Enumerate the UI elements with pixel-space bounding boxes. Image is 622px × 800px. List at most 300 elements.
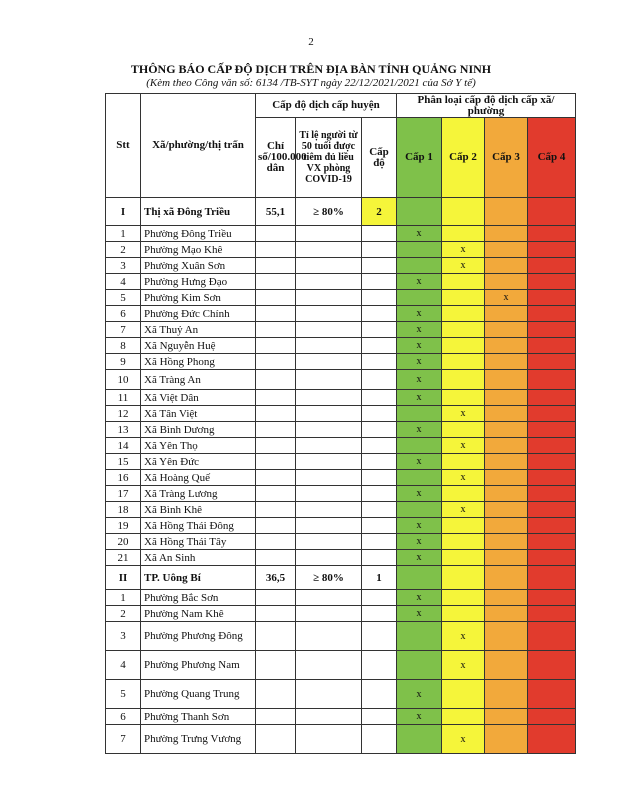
- table-row: [106, 606, 576, 622]
- group-name: TP. Uông Bí: [141, 566, 256, 590]
- table-row: [106, 709, 576, 725]
- level-2-cell: [442, 198, 485, 226]
- group-name: Thị xã Đông Triều: [141, 198, 256, 226]
- level-mark: x: [397, 709, 442, 725]
- row-name: Xã An Sinh: [141, 550, 256, 566]
- empty-cell: [362, 422, 397, 438]
- level-mark: x: [397, 338, 442, 354]
- empty-cell: [362, 258, 397, 274]
- empty-cell: [296, 306, 362, 322]
- empty-cell: [296, 338, 362, 354]
- level-2-cell: [442, 370, 485, 390]
- level-2-cell: [442, 306, 485, 322]
- level-mark: x: [397, 550, 442, 566]
- level-1-cell: [397, 198, 442, 226]
- empty-cell: [362, 406, 397, 422]
- empty-cell: [296, 622, 362, 651]
- level-3-cell: [485, 438, 528, 454]
- empty-cell: [362, 370, 397, 390]
- table-row: [106, 486, 576, 502]
- level-3-cell: [485, 725, 528, 754]
- row-stt: 5: [106, 680, 141, 709]
- empty-cell: [296, 406, 362, 422]
- row-name: Phường Phương Nam: [141, 651, 256, 680]
- level-3-cell: [485, 622, 528, 651]
- level-3-cell: [485, 422, 528, 438]
- row-stt: 12: [106, 406, 141, 422]
- row-name: Phường Hưng Đạo: [141, 274, 256, 290]
- empty-cell: [256, 534, 296, 550]
- empty-cell: [362, 651, 397, 680]
- empty-cell: [362, 680, 397, 709]
- level-1-cell: [397, 438, 442, 454]
- level-4-cell: [528, 338, 576, 354]
- empty-cell: [362, 338, 397, 354]
- empty-cell: [256, 470, 296, 486]
- level-4-cell: [528, 390, 576, 406]
- row-stt: 6: [106, 306, 141, 322]
- empty-cell: [256, 651, 296, 680]
- level-4-cell: [528, 322, 576, 338]
- row-stt: 1: [106, 590, 141, 606]
- level-4-cell: [528, 502, 576, 518]
- level-mark: x: [397, 486, 442, 502]
- empty-cell: [362, 354, 397, 370]
- empty-cell: [362, 550, 397, 566]
- level-mark: x: [442, 242, 485, 258]
- empty-cell: [296, 438, 362, 454]
- level-3-cell: [485, 534, 528, 550]
- row-stt: 5: [106, 290, 141, 306]
- row-stt: 15: [106, 454, 141, 470]
- empty-cell: [296, 258, 362, 274]
- row-name: Xã Hồng Phong: [141, 354, 256, 370]
- level-mark: x: [397, 680, 442, 709]
- level-4-cell: [528, 438, 576, 454]
- row-stt: 11: [106, 390, 141, 406]
- level-3-cell: [485, 606, 528, 622]
- group-row: [106, 198, 576, 226]
- level-mark: x: [442, 438, 485, 454]
- level-mark: x: [397, 534, 442, 550]
- row-name: Xã Tràng An: [141, 370, 256, 390]
- row-stt: 20: [106, 534, 141, 550]
- level-2-cell: [442, 518, 485, 534]
- level-2-cell: [442, 534, 485, 550]
- row-name: Xã Nguyễn Huệ: [141, 338, 256, 354]
- level-4-cell: [528, 651, 576, 680]
- table-body: [106, 198, 576, 754]
- level-3-cell: [485, 198, 528, 226]
- table-row: [106, 550, 576, 566]
- row-name: Phường Trưng Vương: [141, 725, 256, 754]
- empty-cell: [296, 354, 362, 370]
- row-stt: 1: [106, 226, 141, 242]
- empty-cell: [296, 274, 362, 290]
- table-row: [106, 274, 576, 290]
- table-row: [106, 390, 576, 406]
- table-row: [106, 680, 576, 709]
- empty-cell: [296, 486, 362, 502]
- level-3-cell: [485, 680, 528, 709]
- level-4-cell: [528, 470, 576, 486]
- level-2-cell: [442, 486, 485, 502]
- table-row: [106, 534, 576, 550]
- level-mark: x: [442, 470, 485, 486]
- level-4-cell: [528, 274, 576, 290]
- row-stt: 2: [106, 606, 141, 622]
- row-stt: 19: [106, 518, 141, 534]
- empty-cell: [362, 454, 397, 470]
- level-4-cell: [528, 486, 576, 502]
- empty-cell: [256, 322, 296, 338]
- level-mark: x: [397, 518, 442, 534]
- table-row: [106, 322, 576, 338]
- group-stt: II: [106, 566, 141, 590]
- level-mark: x: [442, 622, 485, 651]
- level-mark: x: [442, 651, 485, 680]
- header-name: Xã/phường/thị trấn: [141, 94, 256, 198]
- row-stt: 10: [106, 370, 141, 390]
- level-2-cell: [442, 566, 485, 590]
- empty-cell: [362, 470, 397, 486]
- header-stt: Stt: [106, 94, 141, 198]
- empty-cell: [256, 680, 296, 709]
- level-mark: x: [397, 390, 442, 406]
- empty-cell: [256, 406, 296, 422]
- group-ratio: ≥ 80%: [296, 198, 362, 226]
- level-3-cell: [485, 470, 528, 486]
- empty-cell: [362, 518, 397, 534]
- group-index: 36,5: [256, 566, 296, 590]
- table-row: [106, 725, 576, 754]
- level-mark: x: [397, 322, 442, 338]
- group-index: 55,1: [256, 198, 296, 226]
- level-3-cell: [485, 590, 528, 606]
- empty-cell: [296, 422, 362, 438]
- empty-cell: [256, 390, 296, 406]
- level-4-cell: [528, 550, 576, 566]
- table-row: [106, 242, 576, 258]
- empty-cell: [256, 438, 296, 454]
- level-mark: x: [397, 422, 442, 438]
- row-stt: 9: [106, 354, 141, 370]
- header-level-1: Cấp 1: [397, 118, 442, 198]
- table-row: [106, 454, 576, 470]
- row-name: Phường Phương Đông: [141, 622, 256, 651]
- empty-cell: [362, 242, 397, 258]
- level-2-cell: [442, 422, 485, 438]
- header-level: Cấp độ: [362, 118, 397, 198]
- level-4-cell: [528, 606, 576, 622]
- level-3-cell: [485, 518, 528, 534]
- level-3-cell: [485, 306, 528, 322]
- row-stt: 16: [106, 470, 141, 486]
- level-4-cell: [528, 590, 576, 606]
- level-mark: x: [397, 590, 442, 606]
- table-row: [106, 354, 576, 370]
- empty-cell: [256, 590, 296, 606]
- table-row: [106, 226, 576, 242]
- empty-cell: [296, 454, 362, 470]
- level-2-cell: [442, 322, 485, 338]
- empty-cell: [296, 680, 362, 709]
- row-stt: 6: [106, 709, 141, 725]
- header-level-3: Cấp 3: [485, 118, 528, 198]
- row-name: Phường Đức Chính: [141, 306, 256, 322]
- level-3-cell: [485, 242, 528, 258]
- row-stt: 4: [106, 274, 141, 290]
- level-2-cell: [442, 590, 485, 606]
- empty-cell: [362, 322, 397, 338]
- page-number: 2: [308, 36, 314, 48]
- row-stt: 7: [106, 322, 141, 338]
- row-name: Xã Tân Việt: [141, 406, 256, 422]
- group-row: [106, 566, 576, 590]
- empty-cell: [296, 370, 362, 390]
- row-stt: 3: [106, 258, 141, 274]
- level-3-cell: [485, 566, 528, 590]
- row-name: Xã Bình Khê: [141, 502, 256, 518]
- level-1-cell: [397, 502, 442, 518]
- header-level-2: Cấp 2: [442, 118, 485, 198]
- level-3-cell: [485, 258, 528, 274]
- empty-cell: [256, 622, 296, 651]
- empty-cell: [362, 502, 397, 518]
- level-mark: x: [397, 370, 442, 390]
- row-name: Phường Xuân Sơn: [141, 258, 256, 274]
- level-4-cell: [528, 422, 576, 438]
- level-1-cell: [397, 406, 442, 422]
- empty-cell: [296, 606, 362, 622]
- level-4-cell: [528, 370, 576, 390]
- level-3-cell: [485, 502, 528, 518]
- empty-cell: [256, 422, 296, 438]
- level-4-cell: [528, 258, 576, 274]
- document-title: THÔNG BÁO CẤP ĐỘ DỊCH TRÊN ĐỊA BÀN TỈNH QUẢNG NINH: [130, 62, 492, 76]
- level-2-cell: [442, 390, 485, 406]
- header-ratio: Tỉ lệ người từ 50 tuổi được tiêm đủ liều VX phòng COVID-19: [296, 118, 362, 198]
- level-1-cell: [397, 242, 442, 258]
- empty-cell: [296, 390, 362, 406]
- table-row: [106, 502, 576, 518]
- empty-cell: [296, 590, 362, 606]
- row-name: Phường Bắc Sơn: [141, 590, 256, 606]
- empty-cell: [256, 242, 296, 258]
- level-2-cell: [442, 354, 485, 370]
- level-4-cell: [528, 242, 576, 258]
- level-2-cell: [442, 274, 485, 290]
- level-mark: x: [397, 454, 442, 470]
- level-mark: x: [442, 725, 485, 754]
- row-stt: 14: [106, 438, 141, 454]
- empty-cell: [256, 370, 296, 390]
- empty-cell: [296, 242, 362, 258]
- empty-cell: [362, 438, 397, 454]
- empty-cell: [296, 534, 362, 550]
- level-1-cell: [397, 622, 442, 651]
- level-3-cell: [485, 370, 528, 390]
- empty-cell: [256, 306, 296, 322]
- row-stt: 18: [106, 502, 141, 518]
- empty-cell: [256, 290, 296, 306]
- row-name: Phường Nam Khê: [141, 606, 256, 622]
- empty-cell: [296, 322, 362, 338]
- level-mark: x: [397, 226, 442, 242]
- level-mark: x: [485, 290, 528, 306]
- empty-cell: [256, 550, 296, 566]
- empty-cell: [256, 606, 296, 622]
- level-4-cell: [528, 306, 576, 322]
- empty-cell: [362, 606, 397, 622]
- table-row: [106, 622, 576, 651]
- empty-cell: [296, 226, 362, 242]
- level-4-cell: [528, 622, 576, 651]
- row-name: Phường Quang Trung: [141, 680, 256, 709]
- table-row: [106, 338, 576, 354]
- row-stt: 21: [106, 550, 141, 566]
- row-stt: 8: [106, 338, 141, 354]
- group-level: 2: [362, 198, 397, 226]
- row-stt: 3: [106, 622, 141, 651]
- level-3-cell: [485, 550, 528, 566]
- table-row: [106, 518, 576, 534]
- row-stt: 4: [106, 651, 141, 680]
- table-row: [106, 306, 576, 322]
- level-mark: x: [397, 306, 442, 322]
- empty-cell: [256, 454, 296, 470]
- header-ward-group: Phân loại cấp độ dịch cấp xã/ phường: [397, 94, 576, 118]
- table-row: [106, 406, 576, 422]
- row-stt: 13: [106, 422, 141, 438]
- empty-cell: [256, 274, 296, 290]
- row-name: Xã Bình Dương: [141, 422, 256, 438]
- empty-cell: [362, 709, 397, 725]
- empty-cell: [296, 725, 362, 754]
- level-1-cell: [397, 566, 442, 590]
- empty-cell: [296, 651, 362, 680]
- level-3-cell: [485, 709, 528, 725]
- level-4-cell: [528, 566, 576, 590]
- table-row: [106, 470, 576, 486]
- level-2-cell: [442, 226, 485, 242]
- level-4-cell: [528, 518, 576, 534]
- empty-cell: [362, 486, 397, 502]
- level-3-cell: [485, 226, 528, 242]
- header-level-4: Cấp 4: [528, 118, 576, 198]
- empty-cell: [362, 590, 397, 606]
- row-name: Xã Hồng Thái Đông: [141, 518, 256, 534]
- empty-cell: [296, 550, 362, 566]
- table-row: [106, 590, 576, 606]
- empty-cell: [256, 258, 296, 274]
- level-2-cell: [442, 454, 485, 470]
- group-level: 1: [362, 566, 397, 590]
- table-row: [106, 422, 576, 438]
- row-name: Phường Mạo Khê: [141, 242, 256, 258]
- level-4-cell: [528, 680, 576, 709]
- empty-cell: [362, 725, 397, 754]
- level-2-cell: [442, 550, 485, 566]
- empty-cell: [362, 290, 397, 306]
- level-3-cell: [485, 454, 528, 470]
- table-row: [106, 370, 576, 390]
- row-stt: 17: [106, 486, 141, 502]
- level-1-cell: [397, 258, 442, 274]
- level-4-cell: [528, 198, 576, 226]
- row-stt: 2: [106, 242, 141, 258]
- level-4-cell: [528, 290, 576, 306]
- level-3-cell: [485, 651, 528, 680]
- level-2-cell: [442, 680, 485, 709]
- level-4-cell: [528, 534, 576, 550]
- level-4-cell: [528, 709, 576, 725]
- table-row: [106, 258, 576, 274]
- level-2-cell: [442, 290, 485, 306]
- empty-cell: [296, 502, 362, 518]
- document-subtitle: (Kèm theo Công văn số: 6134 /TB-SYT ngày 22/12/2021/2021 của Sở Y tế): [146, 77, 476, 89]
- table-row: [106, 651, 576, 680]
- epidemic-level-table: [105, 93, 576, 754]
- header-district-group: Cấp độ dịch cấp huyện: [256, 94, 397, 118]
- level-3-cell: [485, 274, 528, 290]
- empty-cell: [362, 306, 397, 322]
- row-name: Xã Hoàng Quế: [141, 470, 256, 486]
- level-2-cell: [442, 709, 485, 725]
- empty-cell: [256, 338, 296, 354]
- header-index: Chỉ số/100.000 dân: [256, 118, 296, 198]
- empty-cell: [256, 354, 296, 370]
- empty-cell: [362, 534, 397, 550]
- level-2-cell: [442, 338, 485, 354]
- level-mark: x: [442, 258, 485, 274]
- level-1-cell: [397, 725, 442, 754]
- empty-cell: [256, 486, 296, 502]
- level-1-cell: [397, 290, 442, 306]
- row-name: Xã Việt Dân: [141, 390, 256, 406]
- level-mark: x: [397, 354, 442, 370]
- empty-cell: [362, 622, 397, 651]
- row-name: Xã Yên Đức: [141, 454, 256, 470]
- level-mark: x: [442, 406, 485, 422]
- empty-cell: [362, 226, 397, 242]
- row-name: Phường Kim Sơn: [141, 290, 256, 306]
- empty-cell: [256, 518, 296, 534]
- level-3-cell: [485, 486, 528, 502]
- level-3-cell: [485, 354, 528, 370]
- empty-cell: [256, 725, 296, 754]
- row-name: Xã Yên Thọ: [141, 438, 256, 454]
- row-name: Xã Hồng Thái Tây: [141, 534, 256, 550]
- row-name: Xã Tràng Lương: [141, 486, 256, 502]
- level-3-cell: [485, 390, 528, 406]
- level-1-cell: [397, 651, 442, 680]
- level-4-cell: [528, 454, 576, 470]
- empty-cell: [296, 290, 362, 306]
- level-2-cell: [442, 606, 485, 622]
- table-row: [106, 438, 576, 454]
- empty-cell: [362, 274, 397, 290]
- row-name: Phường Thanh Sơn: [141, 709, 256, 725]
- empty-cell: [296, 518, 362, 534]
- level-3-cell: [485, 338, 528, 354]
- empty-cell: [296, 470, 362, 486]
- empty-cell: [256, 709, 296, 725]
- table-row: [106, 290, 576, 306]
- level-1-cell: [397, 470, 442, 486]
- level-4-cell: [528, 406, 576, 422]
- level-3-cell: [485, 406, 528, 422]
